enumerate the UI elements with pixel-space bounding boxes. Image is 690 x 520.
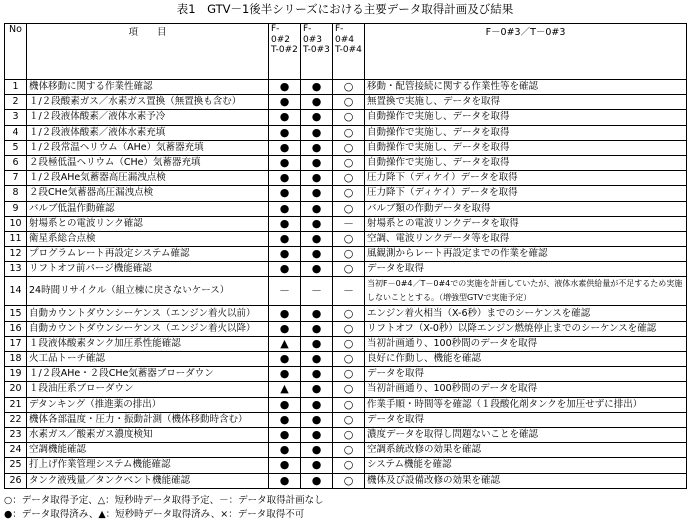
row-status-f0-3: ●	[301, 201, 333, 216]
row-remark: 無置換で実施し、データを取得	[365, 95, 687, 110]
table-row	[5, 171, 687, 186]
row-no: 5	[5, 140, 27, 155]
header-f0-4	[333, 24, 365, 80]
row-no: 21	[5, 397, 27, 412]
row-item: １段液体酸素タンク加圧系性能確認	[27, 336, 269, 351]
row-item: 自動カウントダウンシーケンス（エンジン着火以前）	[27, 306, 269, 321]
row-status-f0-3: ●	[301, 80, 333, 95]
table-body	[5, 80, 687, 489]
row-no: 7	[5, 171, 27, 186]
row-status-f0-4: ○	[333, 458, 365, 473]
row-remark: リフトオフ（X-0秒）以降エンジン燃焼停止までのシーケンスを確認	[365, 321, 687, 336]
row-item: 機体各部温度・圧力・振動計測（機体移動時含む）	[27, 412, 269, 427]
row-remark: エンジン着火相当（X-6秒）までのシーケンスを確認	[365, 306, 687, 321]
table-row	[5, 382, 687, 397]
table-row	[5, 80, 687, 95]
row-remark: 当初計画通り、100秒間のデータを取得	[365, 336, 687, 351]
table-row	[5, 352, 687, 367]
row-remark: 移動・配管接続に関する作業性等を確認	[365, 80, 687, 95]
table-header	[5, 24, 687, 80]
row-status-f0-2: ●	[269, 95, 301, 110]
row-item: １/２段液体酸素／液体水素充填	[27, 125, 269, 140]
row-status-f0-2: ●	[269, 110, 301, 125]
header-item: 項 目	[27, 24, 269, 80]
row-status-f0-2: ●	[269, 155, 301, 170]
row-status-f0-3: ●	[301, 95, 333, 110]
row-no: 22	[5, 412, 27, 427]
row-item: 機体移動に関する作業性確認	[27, 80, 269, 95]
row-no: 17	[5, 336, 27, 351]
row-item: 水素ガス／酸素ガス濃度検知	[27, 427, 269, 442]
row-no: 11	[5, 231, 27, 246]
row-status-f0-2: ●	[269, 412, 301, 427]
row-status-f0-2: ●	[269, 262, 301, 277]
legend-acquired: ●：データ取得済み、▲：短秒時データ取得済み、×：データ取得不可	[4, 509, 305, 520]
row-status-f0-3: ●	[301, 247, 333, 262]
row-remark: 自動操作で実施し、データを取得	[365, 155, 687, 170]
row-status-f0-4: ○	[333, 262, 365, 277]
row-item: 打上げ作業管理システム機能確認	[27, 458, 269, 473]
row-status-f0-3: ●	[301, 262, 333, 277]
row-status-f0-3: ●	[301, 140, 333, 155]
row-remark: 射場系との電波リンクデータを取得	[365, 216, 687, 231]
table-row	[5, 95, 687, 110]
row-item: ２段極低温ヘリウム（CHe）気蓄器充填	[27, 155, 269, 170]
header-remarks: F－0#3／T－0#3	[365, 24, 687, 80]
row-no: 14	[5, 277, 27, 306]
row-status-f0-2: －	[269, 277, 301, 306]
row-status-f0-2: ●	[269, 140, 301, 155]
row-no: 13	[5, 262, 27, 277]
row-status-f0-3: ●	[301, 473, 333, 488]
row-status-f0-2: ●	[269, 473, 301, 488]
row-remark: 空調系統改修の効果を確認	[365, 443, 687, 458]
table-row	[5, 277, 687, 306]
header-f0-2-label: F-0#2 T-0#2	[271, 24, 298, 55]
table-row	[5, 412, 687, 427]
row-status-f0-3: ●	[301, 321, 333, 336]
row-status-f0-2: ●	[269, 125, 301, 140]
table-row	[5, 155, 687, 170]
row-status-f0-3: ●	[301, 186, 333, 201]
table-row	[5, 140, 687, 155]
table-row	[5, 201, 687, 216]
row-status-f0-4: －	[333, 216, 365, 231]
row-status-f0-2: ●	[269, 231, 301, 246]
row-status-f0-4: ○	[333, 201, 365, 216]
row-status-f0-2: ●	[269, 171, 301, 186]
row-status-f0-3: ●	[301, 412, 333, 427]
row-no: 19	[5, 367, 27, 382]
row-status-f0-3: ●	[301, 155, 333, 170]
table-row	[5, 306, 687, 321]
row-status-f0-2: ●	[269, 186, 301, 201]
row-item: タンク液残量／タンクベント機能確認	[27, 473, 269, 488]
table-row	[5, 262, 687, 277]
row-status-f0-4: ○	[333, 473, 365, 488]
table-row	[5, 216, 687, 231]
row-remark: 作業手順・時間等を確認（１段酸化剤タンクを加圧せずに排出）	[365, 397, 687, 412]
table-row	[5, 321, 687, 336]
row-no: 2	[5, 95, 27, 110]
row-status-f0-4: ○	[333, 352, 365, 367]
row-remark: 圧力降下（ディケイ）データを取得	[365, 186, 687, 201]
row-status-f0-4: ○	[333, 110, 365, 125]
row-status-f0-2: ●	[269, 201, 301, 216]
row-item: １/２段AHe・２段CHe気蓄器ブローダウン	[27, 367, 269, 382]
table-row	[5, 397, 687, 412]
row-no: 20	[5, 382, 27, 397]
row-status-f0-3: ●	[301, 427, 333, 442]
row-status-f0-4: ○	[333, 95, 365, 110]
table-row	[5, 367, 687, 382]
row-status-f0-3: ●	[301, 110, 333, 125]
row-no: 12	[5, 247, 27, 262]
row-status-f0-3: ●	[301, 352, 333, 367]
row-remark: 空調、電波リンクデータ等を取得	[365, 231, 687, 246]
row-no: 15	[5, 306, 27, 321]
table-row	[5, 110, 687, 125]
row-status-f0-3: ●	[301, 367, 333, 382]
row-status-f0-3: ●	[301, 336, 333, 351]
row-status-f0-4: ○	[333, 186, 365, 201]
row-status-f0-4: ○	[333, 427, 365, 442]
row-item: 空調機能確認	[27, 443, 269, 458]
row-status-f0-2: ●	[269, 443, 301, 458]
table-row	[5, 427, 687, 442]
row-status-f0-4: ○	[333, 171, 365, 186]
row-item: プログラムレート再設定システム確認	[27, 247, 269, 262]
row-status-f0-2: ●	[269, 352, 301, 367]
row-remark: 良好に作動し、機能を確認	[365, 352, 687, 367]
table-row	[5, 336, 687, 351]
row-remark: システム機能を確認	[365, 458, 687, 473]
table-row	[5, 443, 687, 458]
row-remark: 自動操作で実施し、データを取得	[365, 140, 687, 155]
row-remark: 圧力降下（ディケイ）データを取得	[365, 171, 687, 186]
row-status-f0-3: －	[301, 277, 333, 306]
row-status-f0-2: ●	[269, 216, 301, 231]
row-no: 4	[5, 125, 27, 140]
row-status-f0-4: ○	[333, 80, 365, 95]
row-status-f0-2: ●	[269, 80, 301, 95]
row-no: 25	[5, 458, 27, 473]
row-remark: データを取得	[365, 367, 687, 382]
row-status-f0-4: ○	[333, 397, 365, 412]
row-remark: データを取得	[365, 262, 687, 277]
row-status-f0-3: ●	[301, 458, 333, 473]
row-status-f0-4: ○	[333, 443, 365, 458]
row-status-f0-4: ○	[333, 125, 365, 140]
header-f0-4-label: F-0#4 T-0#4	[335, 24, 362, 55]
row-item: 衛星系総合点検	[27, 231, 269, 246]
table-title: 表1 GTV－1後半シリーズにおける主要データ取得計画及び結果	[176, 2, 514, 16]
row-remark: 風観測からレート再設定までの作業を確認	[365, 247, 687, 262]
row-status-f0-3: ●	[301, 443, 333, 458]
row-status-f0-3: ●	[301, 171, 333, 186]
row-item: 24時間リサイクル（組立棟に戻さないケース）	[27, 277, 269, 306]
row-status-f0-4: ○	[333, 412, 365, 427]
row-remark: 濃度データを取得し問題ないことを確認	[365, 427, 687, 442]
row-no: 3	[5, 110, 27, 125]
row-item: 自動カウントダウンシーケンス（エンジン着火以降）	[27, 321, 269, 336]
row-no: 9	[5, 201, 27, 216]
row-status-f0-3: ●	[301, 125, 333, 140]
row-status-f0-2: ●	[269, 397, 301, 412]
row-status-f0-3: ●	[301, 231, 333, 246]
row-item: １/２段常温ヘリウム（AHe）気蓄器充填	[27, 140, 269, 155]
table-row	[5, 231, 687, 246]
row-status-f0-3: ●	[301, 397, 333, 412]
row-status-f0-2: ●	[269, 367, 301, 382]
row-remark: 自動操作で実施し、データを取得	[365, 125, 687, 140]
row-remark: 自動操作で実施し、データを取得	[365, 110, 687, 125]
row-status-f0-2: ●	[269, 247, 301, 262]
row-status-f0-2: ●	[269, 427, 301, 442]
row-remark: 当初計画通り、100秒間のデータを取得	[365, 382, 687, 397]
row-no: 24	[5, 443, 27, 458]
table-row	[5, 186, 687, 201]
data-acquisition-table	[4, 23, 687, 489]
row-status-f0-4: ○	[333, 306, 365, 321]
row-status-f0-2: ●	[269, 306, 301, 321]
row-status-f0-2: ▲	[269, 336, 301, 351]
header-f0-2	[269, 24, 301, 80]
row-status-f0-3: ●	[301, 306, 333, 321]
row-item: 火工品トーチ確認	[27, 352, 269, 367]
row-status-f0-4: ○	[333, 336, 365, 351]
row-item: １/２段液体酸素／液体水素予冷	[27, 110, 269, 125]
header-f0-3	[301, 24, 333, 80]
row-item: バルブ低温作動確認	[27, 201, 269, 216]
header-f0-3-label: F-0#3 T-0#3	[303, 24, 330, 55]
row-status-f0-4: ○	[333, 140, 365, 155]
row-remark: データを取得	[365, 412, 687, 427]
row-no: 10	[5, 216, 27, 231]
row-no: 23	[5, 427, 27, 442]
row-no: 18	[5, 352, 27, 367]
row-status-f0-4: ○	[333, 367, 365, 382]
row-item: デタンキング（推進薬の排出）	[27, 397, 269, 412]
row-remark: バルブ類の作動データを取得	[365, 201, 687, 216]
row-status-f0-4: ○	[333, 247, 365, 262]
legend-planned: ○：データ取得予定、△：短秒時データ取得予定、－：データ取得計画なし	[4, 495, 324, 506]
row-remark: 機体及び設備改修の効果を確認	[365, 473, 687, 488]
row-status-f0-3: ●	[301, 216, 333, 231]
row-no: 16	[5, 321, 27, 336]
row-status-f0-4: －	[333, 277, 365, 306]
table-row	[5, 125, 687, 140]
row-no: 6	[5, 155, 27, 170]
row-item: リフトオフ前パージ機能確認	[27, 262, 269, 277]
row-no: 8	[5, 186, 27, 201]
row-status-f0-4: ○	[333, 155, 365, 170]
row-status-f0-4: ○	[333, 231, 365, 246]
row-item: １/２段酸素ガス／水素ガス置換（無置換も含む）	[27, 95, 269, 110]
row-item: １/２段AHe気蓄器高圧漏洩点検	[27, 171, 269, 186]
header-no: No	[5, 24, 27, 80]
row-remark: 当初F－0#4／T－0#4での実施を計画していたが、液体水素供給量が不足するため実施しないこととする。（増強型GTVで実施予定）	[365, 277, 687, 306]
row-no: 1	[5, 80, 27, 95]
table-row	[5, 458, 687, 473]
row-status-f0-2: ●	[269, 321, 301, 336]
row-status-f0-4: ○	[333, 382, 365, 397]
row-item: １段油圧系ブローダウン	[27, 382, 269, 397]
row-status-f0-3: ●	[301, 382, 333, 397]
row-no: 26	[5, 473, 27, 488]
row-item: ２段CHe気蓄器高圧漏洩点検	[27, 186, 269, 201]
row-item: 射場系との電波リンク確認	[27, 216, 269, 231]
row-status-f0-2: ▲	[269, 382, 301, 397]
row-status-f0-2: ●	[269, 458, 301, 473]
row-status-f0-4: ○	[333, 321, 365, 336]
table-row	[5, 473, 687, 488]
table-row	[5, 247, 687, 262]
